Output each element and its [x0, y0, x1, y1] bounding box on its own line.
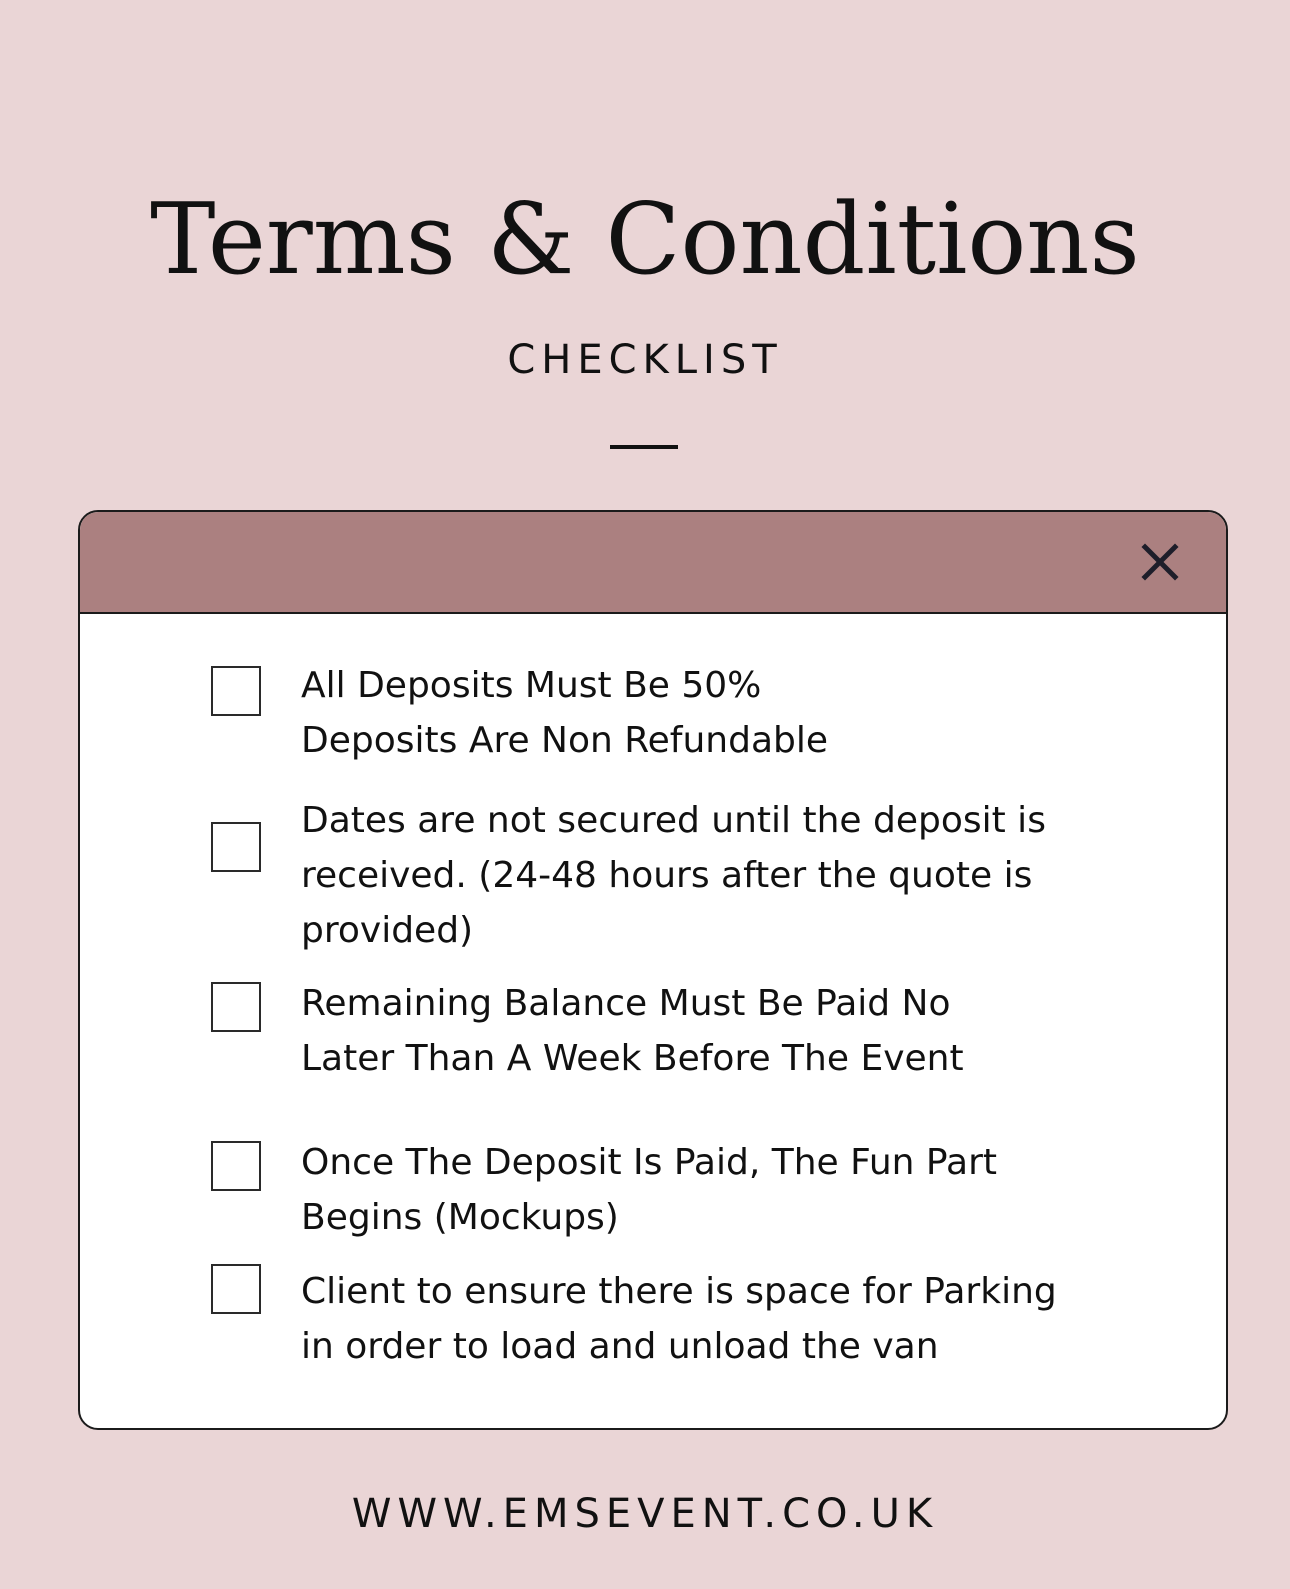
website-url: WWW.EMSEVENT.CO.UK: [351, 1491, 939, 1537]
page-subtitle: CHECKLIST: [507, 337, 783, 383]
checklist-window: [78, 510, 1228, 1430]
title-divider: [610, 445, 678, 449]
checklist-item-text: Client to ensure there is space for Parking in order to load and unload the van: [301, 1271, 1057, 1367]
checkbox[interactable]: [211, 666, 261, 716]
checklist-item-text: All Deposits Must Be 50% Deposits Are Non Refundable: [301, 665, 829, 761]
checklist-item-text: Remaining Balance Must Be Paid No Later Than A Week Before The Event: [301, 983, 964, 1079]
checkbox[interactable]: [211, 1141, 261, 1191]
checklist-item-text: Once The Deposit Is Paid, The Fun Part Begins (Mockups): [301, 1142, 997, 1238]
checkbox[interactable]: [211, 822, 261, 872]
checklist-item-text: Dates are not secured until the deposit is received. (24-48 hours after the quote is provided): [301, 800, 1046, 951]
checkbox[interactable]: [211, 1264, 261, 1314]
page-title: Terms & Conditions: [150, 183, 1140, 297]
checkbox[interactable]: [211, 982, 261, 1032]
checklist: [80, 512, 1226, 1428]
